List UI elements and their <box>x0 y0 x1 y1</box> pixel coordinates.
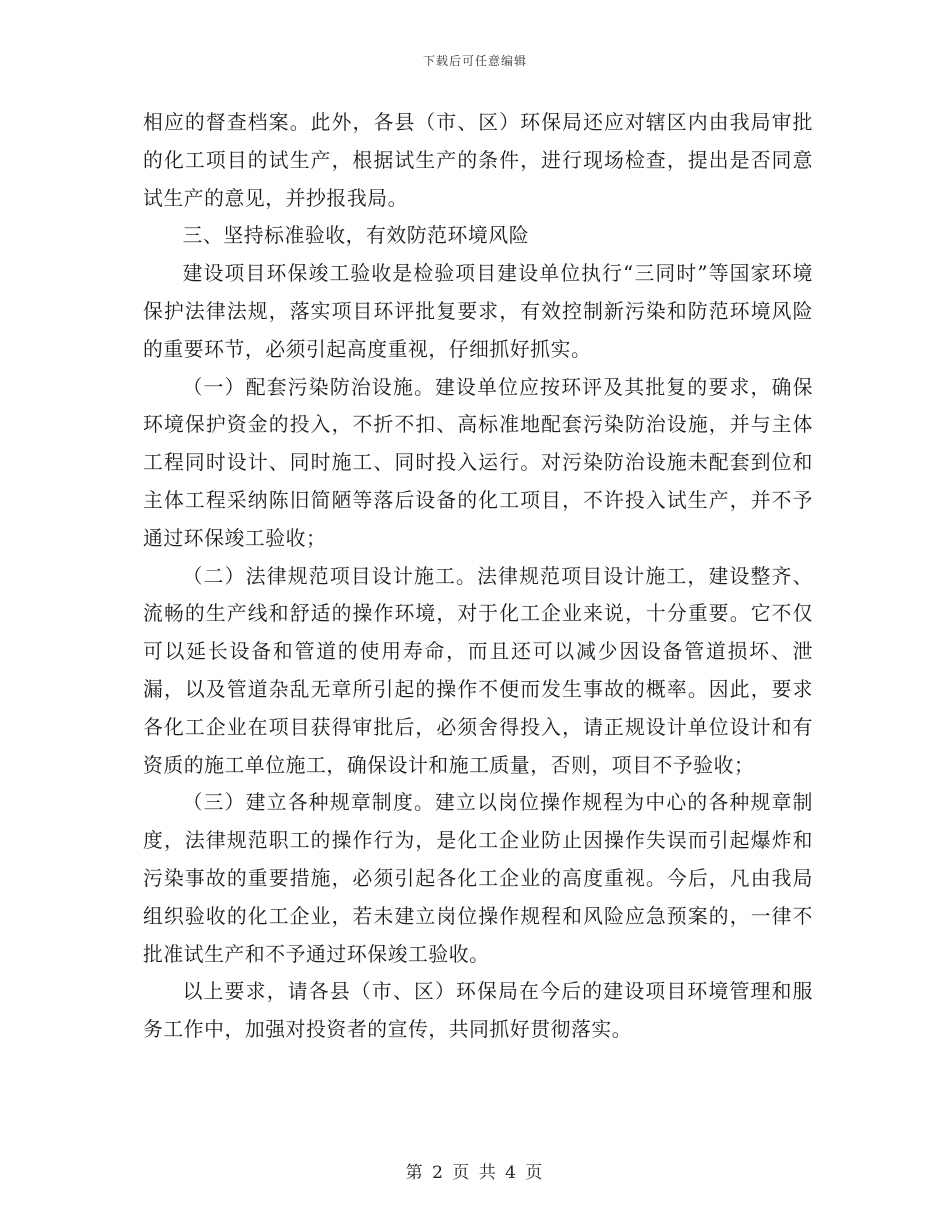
paragraph-closing: 以上要求，请各县（市、区）环保局在今后的建设项目环境管理和服务工作中，加强对投资者的宣传，共同抓好贯彻落实。 <box>143 980 813 1042</box>
paragraph-intro: 建设项目环保竣工验收是检验项目建设单位执行“三同时”等国家环境保护法律法规，落实项目环评批复要求，有效控制新污染和防范环境风险的重要环节，必须引起高度重视，仔细抓好抓实。 <box>143 262 813 361</box>
paragraph-item-3: （三）建立各种规章制度。建立以岗位操作规程为中心的各种规章制度，法律规范职工的操作行为，是化工企业防止因操作失误而引起爆炸和污染事故的重要措施，必须引起各化工企业的高度重视。今后，凡由我局组织验收的化工企业，若未建立岗位操作规程和风险应急预案的，一律不批准试生产和不予通过环保竣工验收。 <box>143 791 813 966</box>
paragraph-item-1: （一）配套污染防治设施。建设单位应按环评及其批复的要求，确保环境保护资金的投入，不折不扣、高标准地配套污染防治设施，并与主体工程同时设计、同时施工、同时投入运行。对污染防治设施未配套到位和主体工程采纳陈旧简陋等落后设备的化工项目，不许投入试生产，并不予通过环保竣工验收； <box>143 375 813 550</box>
page-number: 第 2 页 共 4 页 <box>405 1163 545 1183</box>
document-body <box>143 104 813 1049</box>
paragraph-continuation: 相应的督查档案。此外，各县（市、区）环保局还应对辖区内由我局审批的化工项目的试生产，根据试生产的条件，进行现场检查，提出是否同意试生产的意见，并抄报我局。 <box>143 111 813 210</box>
page-header: 下载后可任意编辑 <box>422 54 527 68</box>
section-heading: 三、坚持标准验收，有效防范环境风险 <box>182 224 530 248</box>
paragraph-item-2: （二）法律规范项目设计施工。法律规范项目设计施工，建设整齐、流畅的生产线和舒适的操作环境，对于化工企业来说，十分重要。它不仅可以延长设备和管道的使用寿命，而且还可以减少因设备管道损坏、泄漏，以及管道杂乱无章所引起的操作不便而发生事故的概率。因此，要求各化工企业在项目获得审批后，必须舍得投入，请正规设计单位设计和有资质的施工单位施工，确保设计和施工质量，否则，项目不予验收； <box>143 564 813 777</box>
